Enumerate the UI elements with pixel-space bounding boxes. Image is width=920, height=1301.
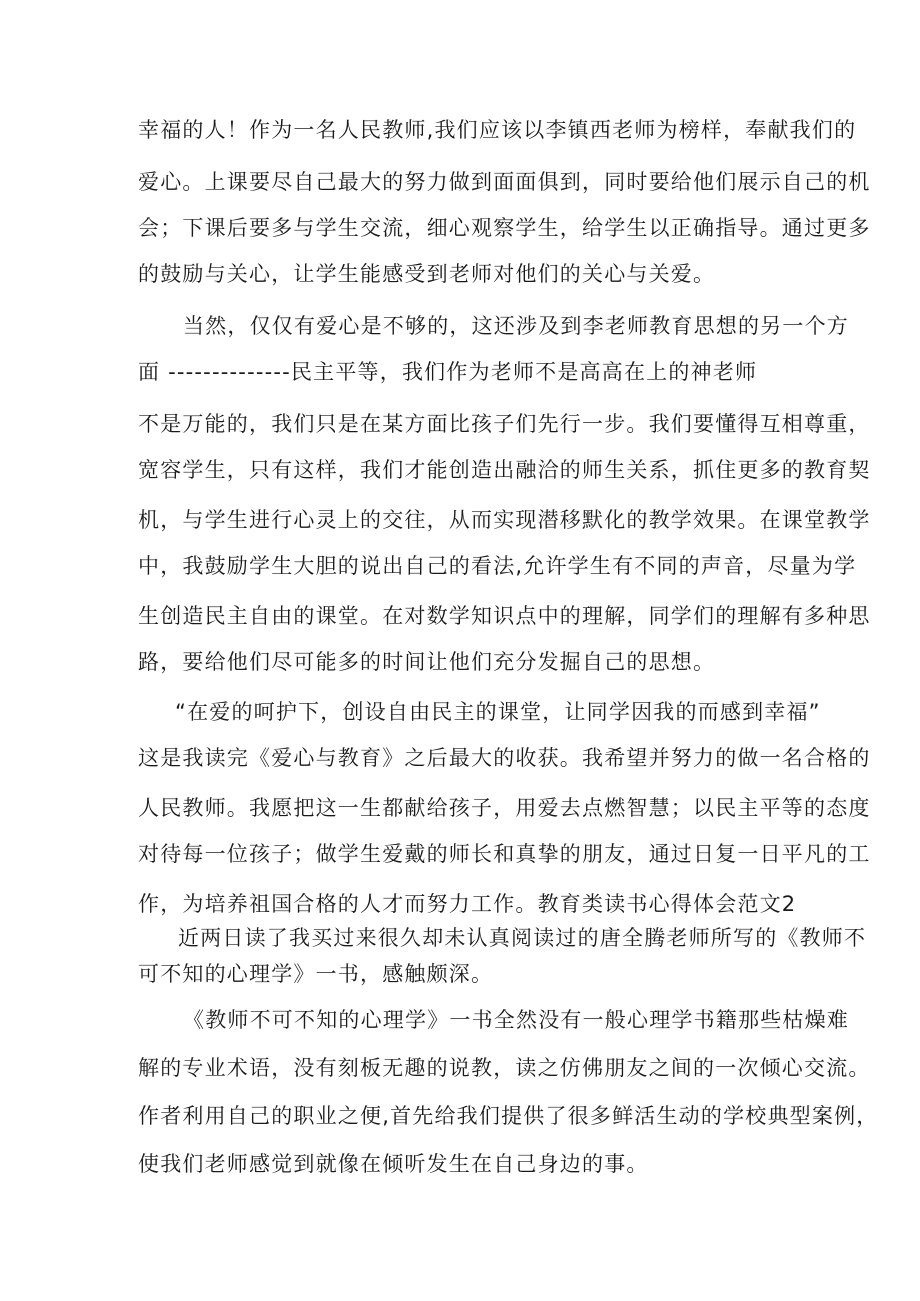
text-line: 作，为培养祖国合格的人才而努力工作。教育类读书心得体会范文2 [138,892,797,916]
text-line: 使我们老师感觉到就像在倾听发生在自己身边的事。 [138,1152,649,1176]
text-line: 生创造民主自由的课堂。在对数学知识点中的理解，同学们的理解有多种思 [138,604,871,628]
text-line: 对待每一位孩子；做学生爱戴的师长和真挚的朋友，通过日复一日平凡的工 [138,842,871,866]
text-line: 可不知的心理学》一书，感触颇深。 [138,962,494,986]
text-line: 不是万能的，我们只是在某方面比孩子们先行一步。我们要懂得互相尊重， [138,412,871,436]
text-line: 机，与学生进行心灵上的交往，从而实现潜移默化的教学效果。在课堂教学 [138,508,871,532]
text-line: 中，我鼓励学生大胆的说出自己的看法,允许学生有不同的声音，尽量为学 [138,554,857,578]
text-line: 宽容学生，只有这样，我们才能创造出融洽的师生关系，抓住更多的教育契 [138,458,871,482]
text-line: 爱心。上课要尽自己最大的努力做到面面俱到，同时要给他们展示自己的机 [138,170,871,194]
text-line: 面 --------------民主平等，我们作为老师不是高高在上的神老师 [138,360,758,384]
text-line: 近两日读了我买过来很久却未认真阅读过的唐全腾老师所写的《教师不 [178,926,867,950]
text-line: 会；下课后要多与学生交流，细心观察学生，给学生以正确指导。通过更多 [138,216,871,240]
text-line: 《教师不可不知的心理学》一书全然没有一般心理学书籍那些枯燥难 [183,1008,849,1032]
text-line: 路，要给他们尽可能多的时间让他们充分发掘自己的思想。 [138,650,716,674]
text-line: “在爱的呵护下，创设自由民主的课堂，让同学因我的而感到幸福” [175,700,821,724]
text-line: 这是我读完《爱心与教育》之后最大的收获。我希望并努力的做一名合格的 [138,746,871,770]
text-line: 当然，仅仅有爱心是不够的，这还涉及到李老师教育思想的另一个方 [183,314,849,338]
text-line: 解的专业术语，没有刻板无趣的说教，读之仿佛朋友之间的一次倾心交流。 [138,1056,871,1080]
text-line: 幸福的人！作为一名人民教师,我们应该以李镇西老师为榜样，奉献我们的 [138,118,857,142]
text-line: 的鼓励与关心，让学生能感受到老师对他们的关心与关爱。 [138,262,716,286]
text-line: 作者利用自己的职业之便,首先给我们提供了很多鲜活生动的学校典型案例， [138,1104,879,1128]
text-line: 人民教师。我愿把这一生都献给孩子，用爱去点燃智慧；以民主平等的态度 [138,796,871,820]
